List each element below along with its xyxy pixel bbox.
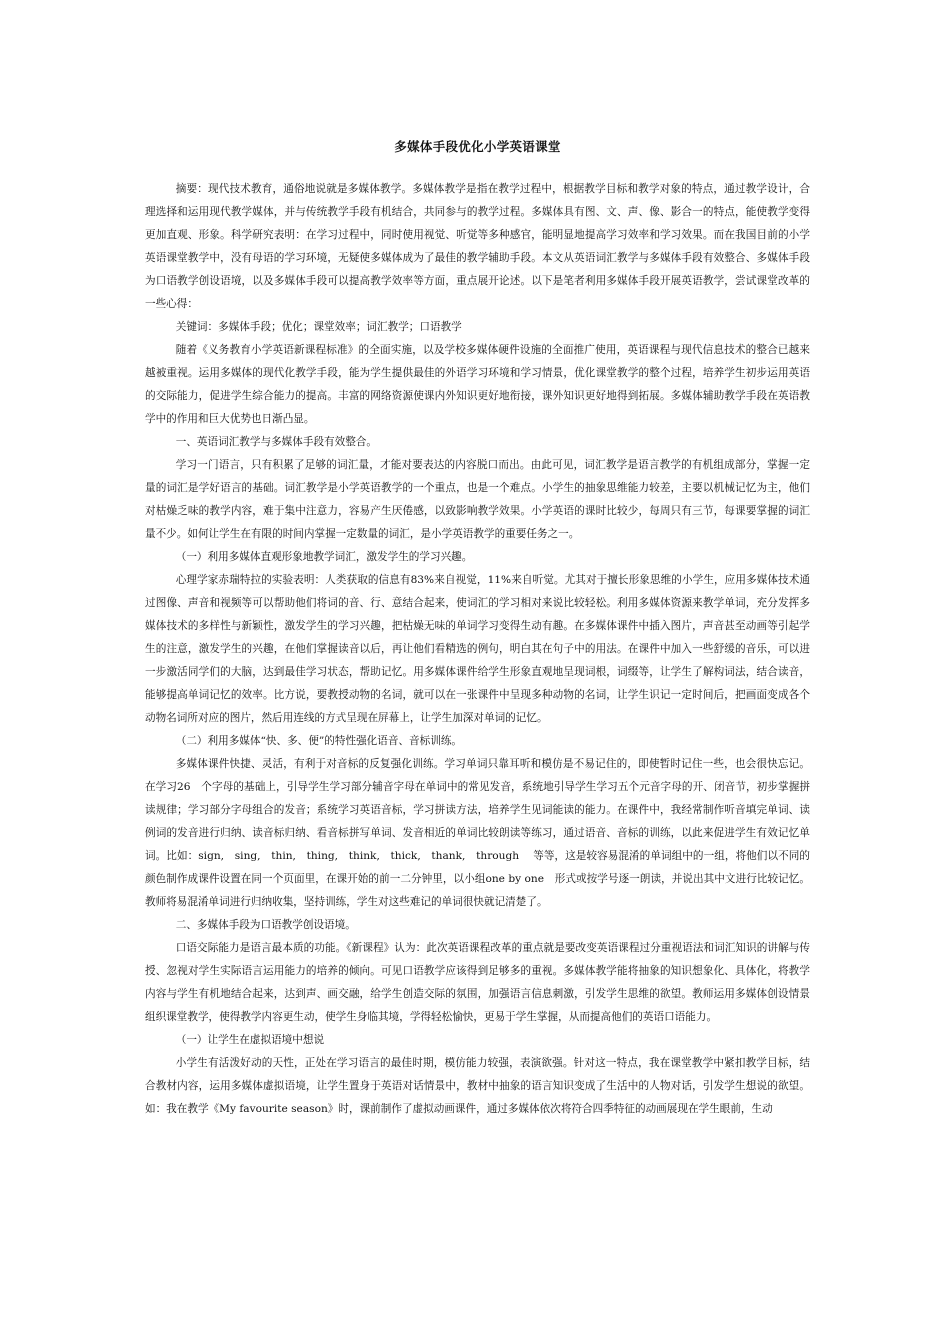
section-heading: 关键词：多媒体手段；优化；课堂效率；词汇教学；口语教学 xyxy=(175,321,462,333)
section-heading: （二）利用多媒体“快、多、便”的特性强化语音、音标训练。 xyxy=(175,735,463,747)
document-page xyxy=(145,138,810,1121)
section-heading: 一、英语词汇教学与多媒体手段有效整合。 xyxy=(175,436,378,448)
paragraph: 心理学家赤瑞特拉的实验表明：人类获取的信息有83%来自视觉，11%来自听觉。尤其对于擅长形象思维的小学生，应用多媒体技术通过图像、声音和视频等可以帮助他们将词的音、行、意结合起来，使词汇的学习相对来说比较轻松。利用多媒体资源来教学单词，充分发挥多媒体技术的多样性与新颖性，激发学生的学习兴趣，把枯燥无味的单词学习变得生动有趣。在多媒体课件中插入图片，声音甚至动画等引起学生的注意，激发学生的兴趣，在他们掌握读音以后，再让他们看精选的例句，明白其在句子中的用法。在课件中加入一些舒缓的音乐，可以进一步激活同学们的大脑，达到最佳学习状态，帮助记忆。用多媒体课件给学生形象直观地呈现词根，词缀等，让学生了解构词法，结合读音，能够提高单词记忆的效率。比方说，要教授动物的名词，就可以在一张课件中呈现多种动物的名词，让学生识记一定时间后，把画面变成各个动物名词所对应的图片，然后用连线的方式呈现在屏幕上，让学生加深对单词的记忆。 xyxy=(145,574,810,724)
section-heading: 二、多媒体手段为口语教学创设语境。 xyxy=(175,919,356,931)
paragraph: 口语交际能力是语言最本质的功能。《新课程》认为：此次英语课程改革的重点就是要改变英语课程过分重视语法和词汇知识的讲解与传授、忽视对学生实际语言运用能力的培养的倾向。可见口语教学应该得到足够多的重视。多媒体教学能将抽象的知识想象化、具体化，将教学内容与学生有机地结合起来，达到声、画交融，给学生创造交际的氛围，加强语言信息刺激，引发学生思维的欲望。教师运用多媒体创设情景组织课堂教学，使得教学内容更生动，使学生身临其境，学得轻松愉快，更易于学生掌握，从而提高他们的英语口语能力。 xyxy=(145,942,810,1023)
paragraph: 随着《义务教育小学英语新课程标准》的全面实施，以及学校多媒体硬件设施的全面推广使用，英语课程与现代信息技术的整合已越来越被重视。运用多媒体的现代化教学手段，能为学生提供最佳的外语学习环境和学习情景，优化课堂教学的整个过程，培养学生初步运用英语的交际能力，促进学生综合能力的提高。丰富的网络资源使课内外知识更好地衔接，课外知识更好地得到拓展。多媒体辅助教学手段在英语教学中的作用和巨大优势也日渐凸显。 xyxy=(145,344,810,425)
document-body xyxy=(145,178,810,1121)
section-heading: （一）让学生在虚拟语境中想说 xyxy=(175,1034,325,1046)
paragraph: 摘要：现代技术教育，通俗地说就是多媒体教学。多媒体教学是指在教学过程中，根据教学目标和教学对象的特点，通过教学设计，合理选择和运用现代教学媒体，并与传统教学手段有机结合，共同参与的教学过程。多媒体具有图、文、声、像、影合一的特点，能使教学变得更加直观、形象。科学研究表明：在学习过程中，同时使用视觉、听觉等多种感官，能明显地提高学习效率和学习效果。而在我国目前的小学英语课堂教学中，没有母语的学习环境，无疑使多媒体成为了最佳的教学辅助手段。本文从英语词汇教学与多媒体手段有效整合、多媒体手段为口语教学创设语境，以及多媒体手段可以提高教学效率等方面，重点展开论述。以下是笔者利用多媒体手段开展英语教学，尝试课堂改革的一些心得： xyxy=(145,183,810,310)
paragraph: 学习一门语言，只有积累了足够的词汇量，才能对要表达的内容脱口而出。由此可见，词汇教学是语言教学的有机组成部分，掌握一定量的词汇是学好语言的基础。词汇教学是小学英语教学的一个重点，也是一个难点。小学生的抽象思维能力较差，主要以机械记忆为主，他们对枯燥乏味的教学内容，难于集中注意力，容易产生厌倦感，以致影响教学效果。小学英语的课时比较少，每周只有三节，每课要掌握的词汇量不少。如何让学生在有限的时间内掌握一定数量的词汇，是小学英语教学的重要任务之一。 xyxy=(145,459,810,540)
paragraph: 小学生有活泼好动的天性，正处在学习语言的最佳时期，模仿能力较强，表演欲强。针对这一特点，我在课堂教学中紧扣教学目标，结合教材内容，运用多媒体虚拟语境，让学生置身于英语对话情景中，教材中抽象的语言知识变成了生活中的人物对话，引发学生想说的欲望。如：我在教学《My favourite season》时，课前制作了虚拟动画课件，通过多媒体依次将符合四季特征的动画展现在学生眼前，生动 xyxy=(145,1057,810,1115)
paragraph: 多媒体课件快捷、灵活，有利于对音标的反复强化训练。学习单词只靠耳听和模仿是不易记住的，即使暂时记住一些，也会很快忘记。在学习26 个字母的基础上，引导学生学习部分辅音字母在单词中的常见发音，系统地引导学生学习五个元音字母的开、闭音节，初步掌握拼读规律；学习部分字母组合的发音；系统学习英语音标，学习拼读方法，培养学生见词能读的能力。在课件中，我经常制作听音填完单词、读例词的发音进行归纳、读音标归纳、看音标拼写单词、发音相近的单词比较朗读等练习，通过语音、音标的训练，以此来促进学生有效记忆单词。比如：sign, sing, thin, thing, think, thick, thank, through 等等，这是较容易混淆的单词组中的一组，将他们以不同的颜色制作成课件设置在同一个页面里，在课开始的前一二分钟里，以小组one by one 形式或按学号逐一朗读，并说出其中文进行比较记忆。教师将易混淆单词进行归纳收集，坚持训练，学生对这些难记的单词很快就记清楚了。 xyxy=(145,758,810,908)
document-title: 多媒体手段优化小学英语课堂 xyxy=(394,139,561,154)
section-heading: （一）利用多媒体直观形象地教学词汇，激发学生的学习兴趣。 xyxy=(175,551,473,563)
